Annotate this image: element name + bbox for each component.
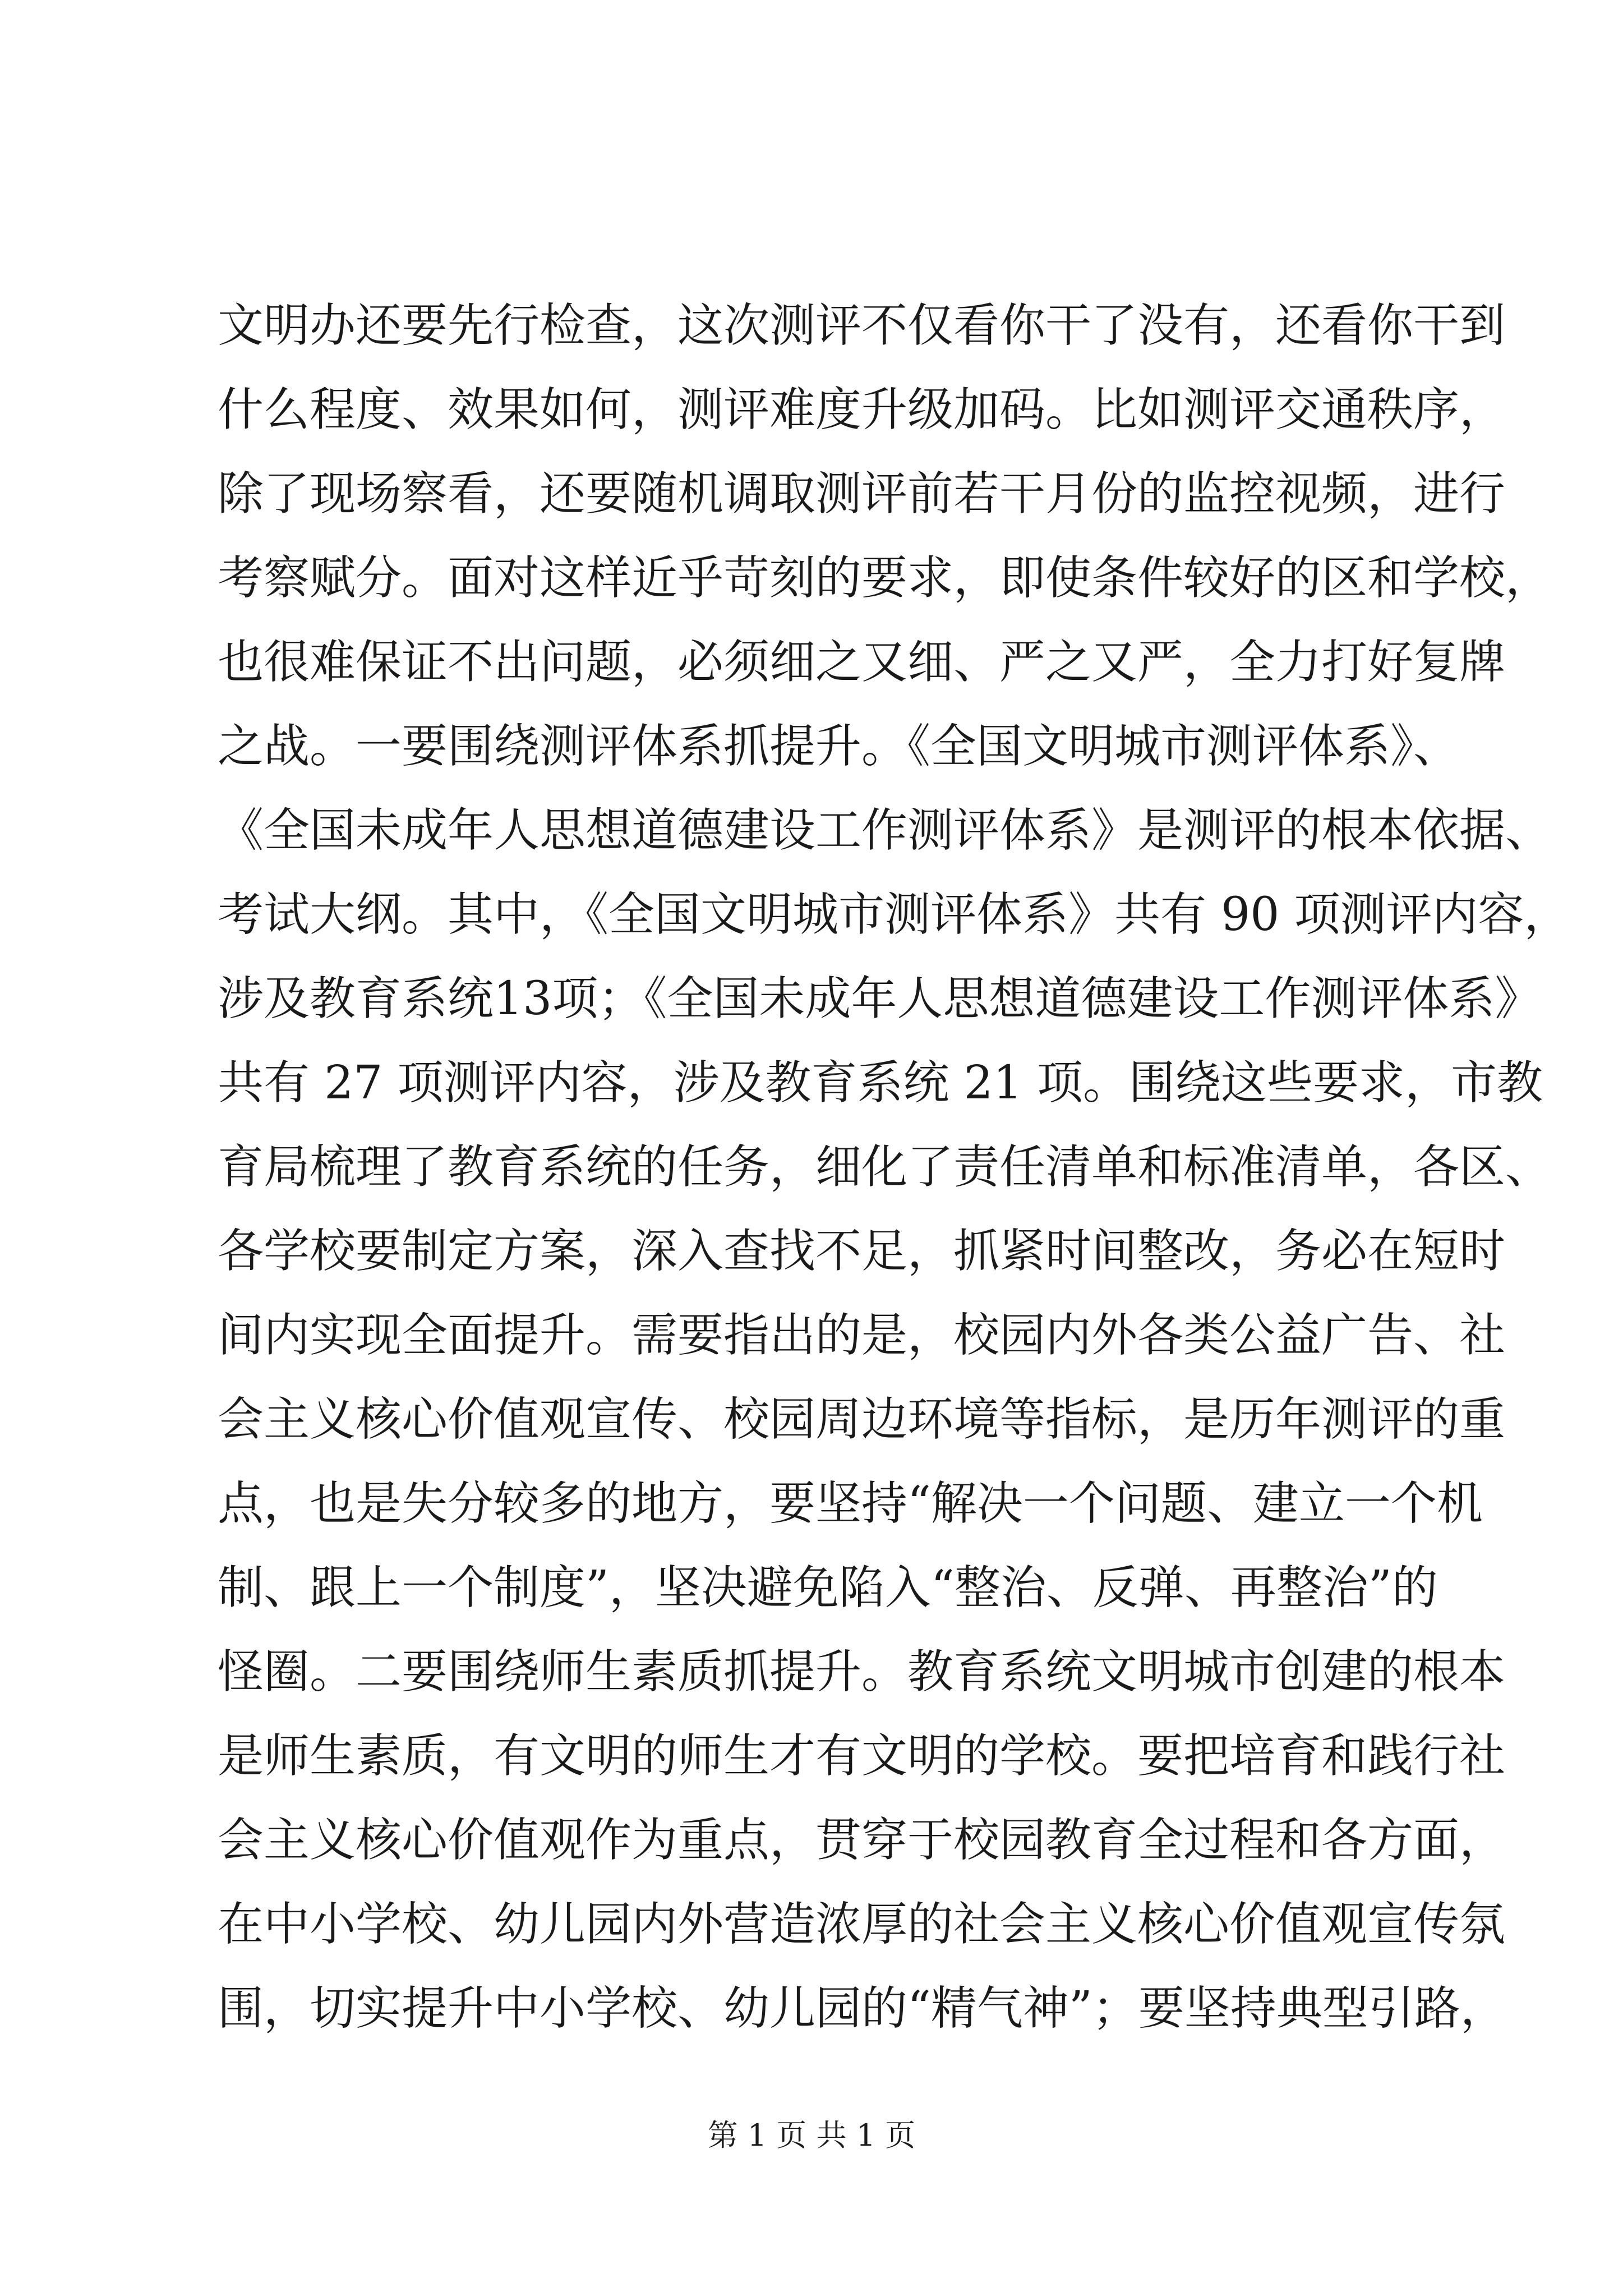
text-line: 间内实现全面提升。需要指出的是，校园内外各类公益广告、社 xyxy=(218,1309,1506,1362)
text-line: 围，切实提升中小学校、幼儿园的“精气神”；要坚持典型引路， xyxy=(218,1982,1506,2035)
text-line: 考试大纲。其中，《全国文明城市测评体系》共有 90 项测评内容， xyxy=(218,888,1570,941)
text-line: 文明办还要先行检查，这次测评不仅看你干了没有，还看你干到 xyxy=(218,299,1506,352)
text-line: 共有 27 项测评内容，涉及教育系统 21 项。围绕这些要求，市教 xyxy=(218,1056,1543,1110)
text-line: 考察赋分。面对这样近乎苛刻的要求，即使条件较好的区和学校， xyxy=(218,551,1552,605)
text-line: 什么程度、效果如何，测评难度升级加码。比如测评交通秩序， xyxy=(218,383,1506,436)
body-paragraph xyxy=(218,284,1570,2051)
text-line: 《全国未成年人思想道德建设工作测评体系》是测评的根本依据、 xyxy=(218,804,1552,857)
text-line: 各学校要制定方案，深入查找不足，抓紧时间整改，务必在短时 xyxy=(218,1225,1506,1278)
text-line: 会主义核心价值观宣传、校园周边环境等指标，是历年测评的重 xyxy=(218,1393,1506,1446)
text-line: 涉及教育系统13项；《全国未成年人思想道德建设工作测评体系》 xyxy=(218,972,1541,1025)
text-line: 制、跟上一个制度”，坚决避免陷入“整治、反弹、再整治”的 xyxy=(218,1561,1438,1614)
text-line: 是师生素质，有文明的师生才有文明的学校。要把培育和践行社 xyxy=(218,1729,1506,1783)
text-line: 在中小学校、幼儿园内外营造浓厚的社会主义核心价值观宣传氛 xyxy=(218,1898,1506,1951)
text-line: 育局梳理了教育系统的任务，细化了责任清单和标准清单，各区、 xyxy=(218,1140,1552,1194)
text-line: 也很难保证不出问题，必须细之又细、严之又严，全力打好复牌 xyxy=(218,636,1506,689)
text-line: 点，也是失分较多的地方，要坚持“解决一个问题、建立一个机 xyxy=(218,1477,1483,1530)
text-line: 除了现场察看，还要随机调取测评前若干月份的监控视频，进行 xyxy=(218,467,1506,521)
text-line: 怪圈。二要围绕师生素质抓提升。教育系统文明城市创建的根本 xyxy=(218,1645,1506,1699)
text-line: 之战。一要围绕测评体系抓提升。《全国文明城市测评体系》、 xyxy=(218,720,1460,773)
page-number: 第 1 页 共 1 页 xyxy=(707,2118,916,2153)
text-line: 会主义核心价值观作为重点，贯穿于校园教育全过程和各方面， xyxy=(218,1814,1506,1867)
page-footer xyxy=(0,2116,1623,2155)
